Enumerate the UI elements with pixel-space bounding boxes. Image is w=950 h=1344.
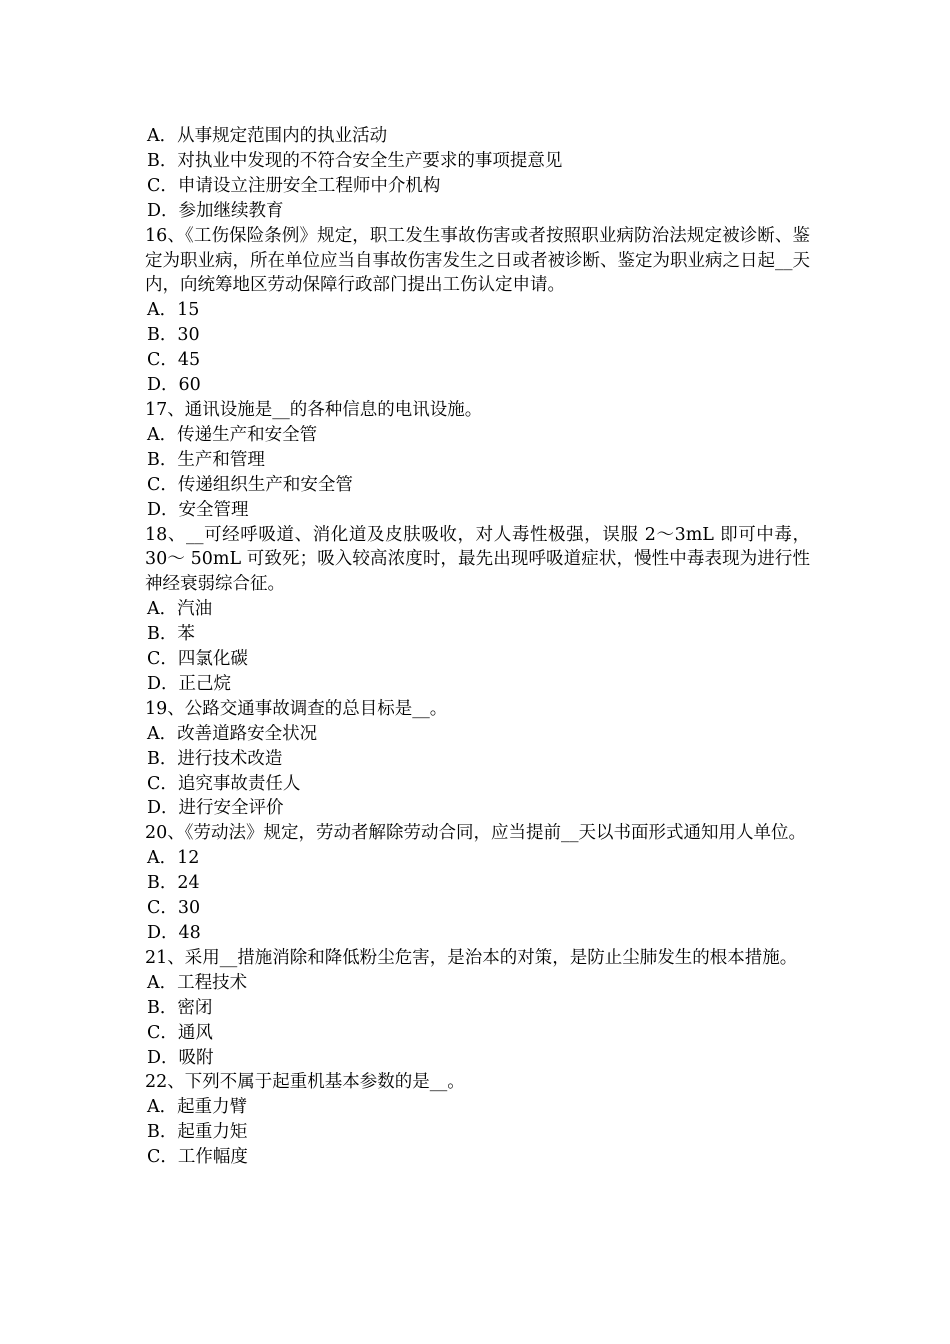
option-line: A．汽油 <box>147 599 213 620</box>
option-line: B．起重力矩 <box>147 1122 248 1143</box>
document-page <box>145 124 810 1170</box>
option-line: D．60 <box>147 375 201 396</box>
option-line: C．通风 <box>147 1022 213 1043</box>
option-line: D．安全管理 <box>147 499 249 520</box>
option-line: A．从事规定范围内的执业活动 <box>147 126 388 146</box>
option-line: B．密闭 <box>147 997 213 1018</box>
option-line: D．参加继续教育 <box>147 200 284 221</box>
option-line: D．正己烷 <box>147 673 232 694</box>
option-line: A．工程技术 <box>147 972 248 993</box>
option-line: D．48 <box>147 923 201 943</box>
option-line: B．30 <box>147 325 200 346</box>
question-20: 20、《劳动法》规定，劳动者解除劳动合同，应当提前__天以书面形式通知用人单位。 <box>145 823 807 844</box>
option-line: C．四氯化碳 <box>147 649 248 670</box>
option-line: D．吸附 <box>147 1047 214 1068</box>
option-line: A．15 <box>147 300 200 321</box>
option-line: C．申请设立注册安全工程师中介机构 <box>147 175 441 196</box>
question-22: 22、下列不属于起重机基本参数的是__。 <box>145 1072 465 1093</box>
question-17: 17、通讯设施是__的各种信息的电讯设施。 <box>145 399 483 420</box>
question-19: 19、公路交通事故调查的总目标是__。 <box>145 698 448 719</box>
option-line: D．进行安全评价 <box>147 798 284 819</box>
option-line: B．24 <box>147 873 200 894</box>
option-line: A．传递生产和安全管 <box>147 424 318 445</box>
option-line: C．传递组织生产和安全管 <box>147 474 353 495</box>
option-line: C．45 <box>147 350 201 371</box>
question-16: 16、《工伤保险条例》规定，职工发生事故伤害或者按照职业病防治法规定被诊断、鉴定为职业病，所在单位应当自事故伤害发生之日或者被诊断、鉴定为职业病之日起__天内，向统筹地区劳动保障行政部门提出工伤认定申请。 <box>145 225 810 296</box>
option-line: B．对执业中发现的不符合安全生产要求的事项提意见 <box>147 150 563 171</box>
option-line: A．起重力臂 <box>147 1097 248 1118</box>
question-21: 21、采用__措施消除和降低粉尘危害，是治本的对策，是防止尘肺发生的根本措施。 <box>145 947 798 968</box>
option-line: A．改善道路安全状况 <box>147 723 318 744</box>
option-line: B．苯 <box>147 624 195 645</box>
question-18: 18、__可经呼吸道、消化道及皮肤吸收，对人毒性极强，误服 2～3mL 即可中毒，30～ 50mL 可致死；吸入较高浓度时，最先出现呼吸道症状，慢性中毒表现为进行性神经衰弱综合征。 <box>145 524 810 595</box>
option-line: B．进行技术改造 <box>147 748 283 769</box>
option-line: C．30 <box>147 898 201 919</box>
option-line: B．生产和管理 <box>147 449 265 470</box>
option-line: C．工作幅度 <box>147 1147 248 1168</box>
option-line: A．12 <box>147 848 200 869</box>
option-line: C．追究事故责任人 <box>147 773 301 794</box>
